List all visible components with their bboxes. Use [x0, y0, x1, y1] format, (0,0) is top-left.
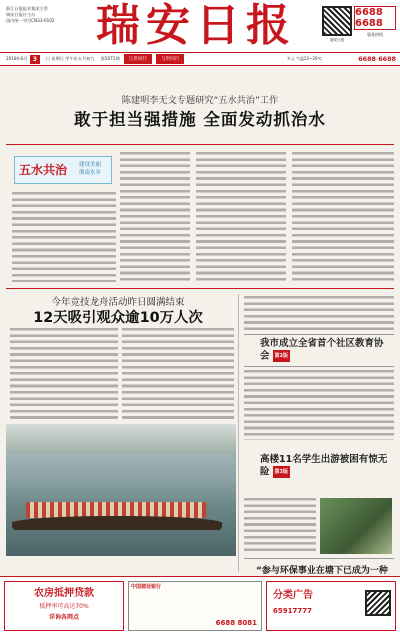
weather: 多云 气温22~29℃ — [286, 56, 322, 61]
masthead-line: 浙江日报报业集团主管 — [6, 6, 48, 11]
body-text — [120, 152, 190, 282]
masthead-info — [6, 6, 55, 25]
right-intro-text — [244, 296, 394, 330]
right-headline-2-text: 高楼11名学生出游被困有惊无险 — [260, 454, 388, 478]
wushui-sub-line: 浙南水乡 — [79, 170, 102, 176]
body-text — [244, 370, 394, 440]
bank-ad[interactable] — [128, 581, 262, 631]
mortgage-ad[interactable] — [4, 581, 124, 631]
dragon-column-2 — [122, 328, 234, 420]
lead-headline: 敢于担当强措施 全面发动抓治水 — [74, 110, 326, 129]
right-headline-2 — [260, 454, 390, 479]
masthead-line: 瑞安日报社主办 — [6, 12, 36, 18]
masthead-ad-label: 服务热线 — [367, 32, 383, 37]
divider — [244, 366, 394, 367]
right-text-3 — [244, 498, 316, 554]
right-quote-text: “参与环保事业在塘下已成为一种 — [256, 566, 388, 576]
date-bar — [0, 52, 400, 66]
body-text — [122, 328, 234, 420]
bank-phone: 6688 8081 — [215, 619, 257, 627]
wushui-badge — [14, 156, 112, 184]
newspaper-logo: 瑞安日报 — [96, 0, 296, 51]
lead-column-2 — [120, 152, 190, 282]
body-text — [244, 296, 394, 330]
body-text — [196, 152, 286, 282]
masthead-ad-phone: 6688 6688 — [354, 6, 396, 30]
dragon-kicker: 今年竞技龙舟活动昨日圆满结束 — [51, 297, 185, 308]
wushui-sub-line: 建设美丽 — [79, 162, 102, 168]
body-text — [12, 192, 116, 282]
divider — [244, 334, 394, 335]
page-ref[interactable]: 第2版 — [273, 350, 290, 362]
students-photo — [320, 498, 392, 554]
mortgage-ad-title: 农房抵押贷款 — [34, 588, 94, 599]
issue-date: 2018年6月 — [6, 56, 28, 61]
wushui-title: 五水共治 — [19, 163, 68, 177]
classified-ad[interactable] — [266, 581, 396, 631]
issue-number: 第5071期 — [100, 56, 120, 61]
column-divider — [238, 294, 239, 572]
lead-column-1 — [12, 192, 116, 282]
issue-day: 3 — [30, 55, 40, 64]
mortgage-ad-line: 抵押率可高达70% — [39, 603, 89, 610]
right-headline-1-text: 我市成立全省首个社区教育协会 — [260, 338, 384, 362]
dragon-boat-photo — [6, 424, 236, 556]
right-headline-1 — [260, 338, 390, 363]
divider — [244, 558, 394, 559]
hotline: 6688 6688 — [358, 55, 396, 63]
qr-code-icon — [365, 590, 391, 616]
right-text-2 — [244, 370, 394, 440]
masthead-line: 国内统一刊号CN33-0102 — [6, 18, 55, 24]
qr-code-icon — [322, 6, 352, 36]
body-text — [10, 328, 118, 420]
wushui-sub — [79, 161, 101, 177]
qr-label: 瑞安日报 — [329, 38, 345, 42]
mortgage-ad-line: 详询各网点 — [48, 614, 79, 621]
lunar-date: 日 星期日 甲午年五月初九 — [45, 56, 95, 61]
divider — [6, 144, 394, 145]
lead-column-3 — [196, 152, 286, 282]
lead-kicker: 陈建明李无文专题研究“五水共治”工作 — [121, 95, 279, 106]
divider — [6, 288, 394, 289]
photo-boat — [12, 516, 222, 530]
nav-tab[interactable]: 与世同行 — [124, 54, 152, 64]
masthead-ad — [354, 6, 396, 40]
page-ref[interactable]: 第3版 — [273, 466, 290, 478]
body-text — [292, 152, 394, 282]
lead-column-4 — [292, 152, 394, 282]
body-text — [244, 498, 316, 554]
photo-background — [6, 424, 236, 454]
ad-strip — [0, 576, 400, 634]
dragon-headline: 12天吸引观众逾10万人次 — [33, 310, 203, 326]
classified-title: 分类广告 — [273, 590, 313, 601]
classified-phone: 65917777 — [273, 607, 312, 615]
masthead — [0, 0, 400, 52]
nav-tab[interactable]: 与世同行 — [156, 54, 184, 64]
bank-name: 中国建设银行 — [131, 584, 162, 590]
dragon-column-1 — [10, 328, 118, 420]
